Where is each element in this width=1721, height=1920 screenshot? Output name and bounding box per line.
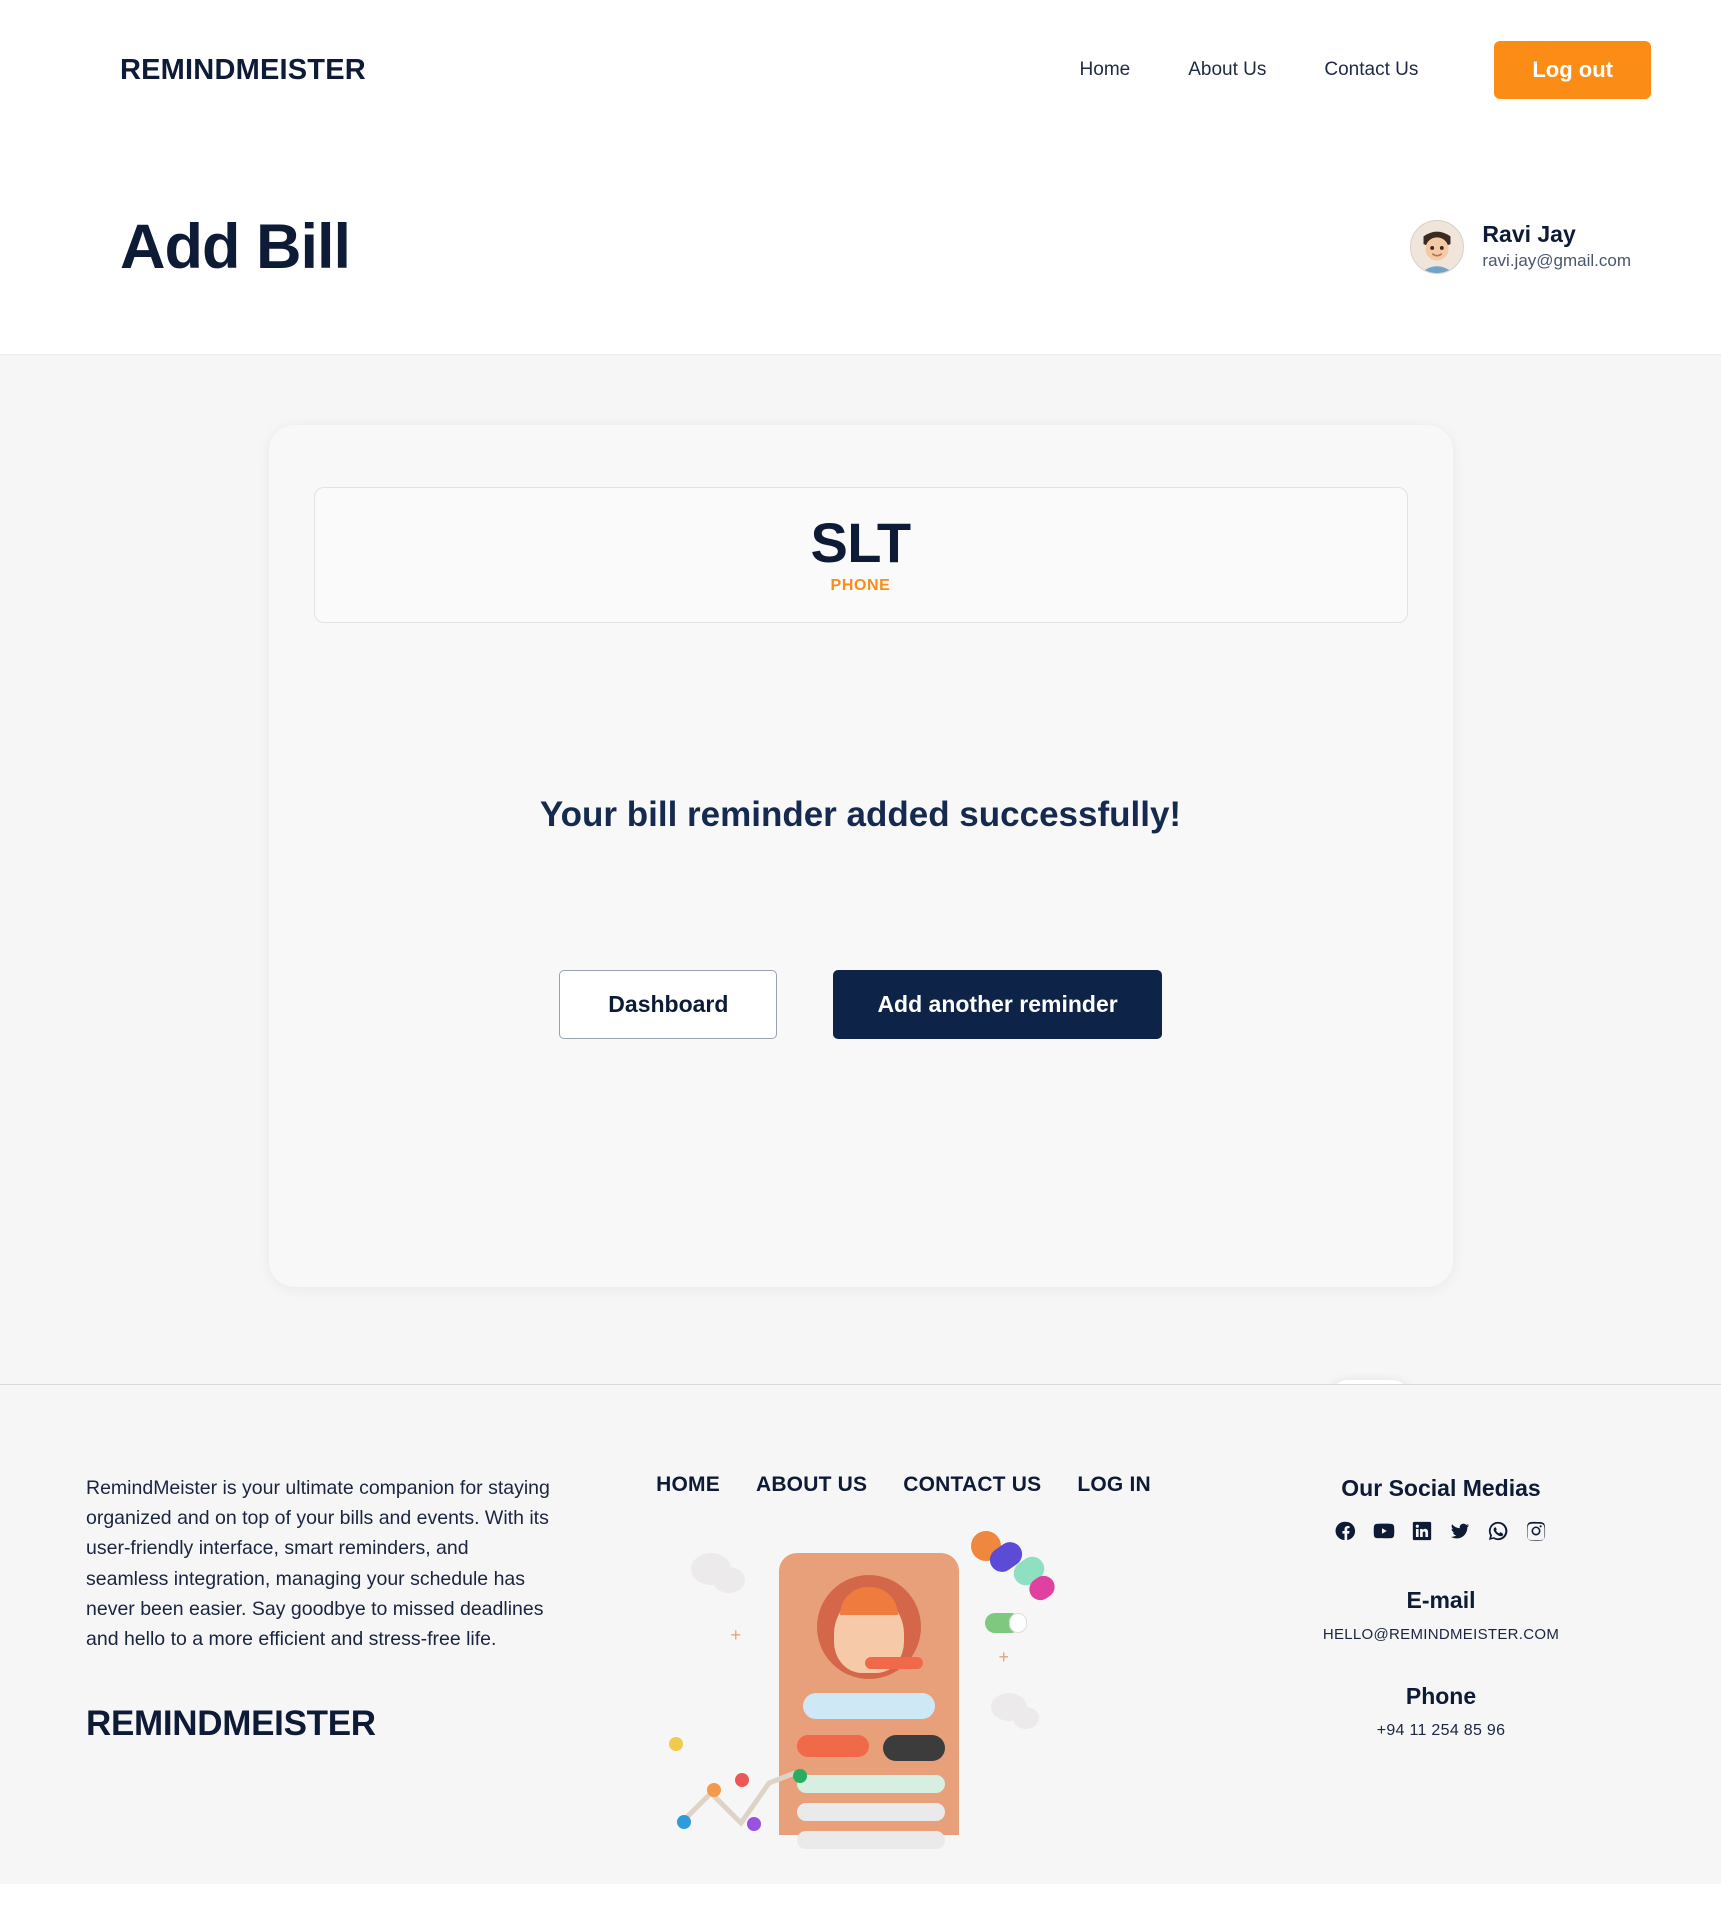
footer-description: RemindMeister is your ultimate companion for staying organized and on top of your bills and events. With its user-friendly interface, smart reminders, and seamless integration, managing your schedule has never been easier. Say goodbye to missed deadlines and hello to a more efficient and stress-free life. xyxy=(86,1477,550,1651)
footer-nav-column xyxy=(586,1473,1221,1884)
nav-item-home[interactable]: Home xyxy=(1079,59,1131,80)
footer-email-value[interactable]: HELLO@REMINDMEISTER.COM xyxy=(1322,1626,1560,1643)
footer-email-title: E-mail xyxy=(1406,1587,1476,1613)
nav-item-contact-us[interactable]: Contact Us xyxy=(1324,59,1419,80)
footer-about xyxy=(86,1473,556,1884)
main-nav xyxy=(1080,41,1651,99)
footer-phone-value[interactable]: +94 11 254 85 96 xyxy=(1376,1722,1506,1739)
add-another-reminder-button[interactable]: Add another reminder xyxy=(833,970,1161,1039)
page-title: Add Bill xyxy=(120,211,350,282)
footer-nav-home[interactable]: HOME xyxy=(656,1473,720,1496)
page-header xyxy=(0,140,1721,354)
avatar xyxy=(1410,220,1464,274)
youtube-icon[interactable] xyxy=(1373,1520,1395,1547)
bill-name: SLT xyxy=(810,511,911,574)
user-name: Ravi Jay xyxy=(1482,221,1576,248)
instagram-icon[interactable] xyxy=(1525,1520,1547,1547)
nav-item-about-us[interactable]: About Us xyxy=(1188,59,1267,80)
logout-button[interactable]: Log out xyxy=(1494,41,1651,99)
top-navigation-bar xyxy=(0,0,1721,140)
twitter-icon[interactable] xyxy=(1449,1520,1471,1547)
brand-logo[interactable]: REMINDMEISTER xyxy=(120,53,366,86)
whatsapp-icon[interactable] xyxy=(1487,1520,1509,1547)
linkedin-icon[interactable] xyxy=(1411,1520,1433,1547)
action-buttons xyxy=(314,970,1408,1039)
facebook-icon[interactable] xyxy=(1335,1520,1357,1547)
user-email: ravi.jay@gmail.com xyxy=(1482,250,1631,270)
bill-category: PHONE xyxy=(830,577,891,594)
site-footer xyxy=(0,1384,1721,1884)
user-profile[interactable] xyxy=(1410,220,1631,274)
bill-summary-box xyxy=(314,487,1408,623)
footer-phone-title: Phone xyxy=(1405,1683,1477,1709)
confirmation-card xyxy=(269,425,1453,1287)
success-message: Your bill reminder added successfully! xyxy=(539,795,1182,834)
footer-illustration: + + xyxy=(669,1525,1139,1835)
footer-nav-about-us[interactable]: ABOUT US xyxy=(755,1473,868,1496)
footer-logo: REMINDMEISTER xyxy=(86,1704,376,1744)
footer-nav xyxy=(656,1473,1151,1497)
dashboard-button[interactable]: Dashboard xyxy=(559,970,777,1039)
footer-contact-column xyxy=(1251,1473,1631,1884)
footer-socials-title: Our Social Medias xyxy=(1341,1475,1541,1501)
social-links xyxy=(1251,1520,1631,1547)
footer-nav-contact-us[interactable]: CONTACT US xyxy=(903,1473,1042,1496)
main-content xyxy=(0,354,1721,1384)
footer-nav-log-in[interactable]: LOG IN xyxy=(1077,1473,1151,1496)
